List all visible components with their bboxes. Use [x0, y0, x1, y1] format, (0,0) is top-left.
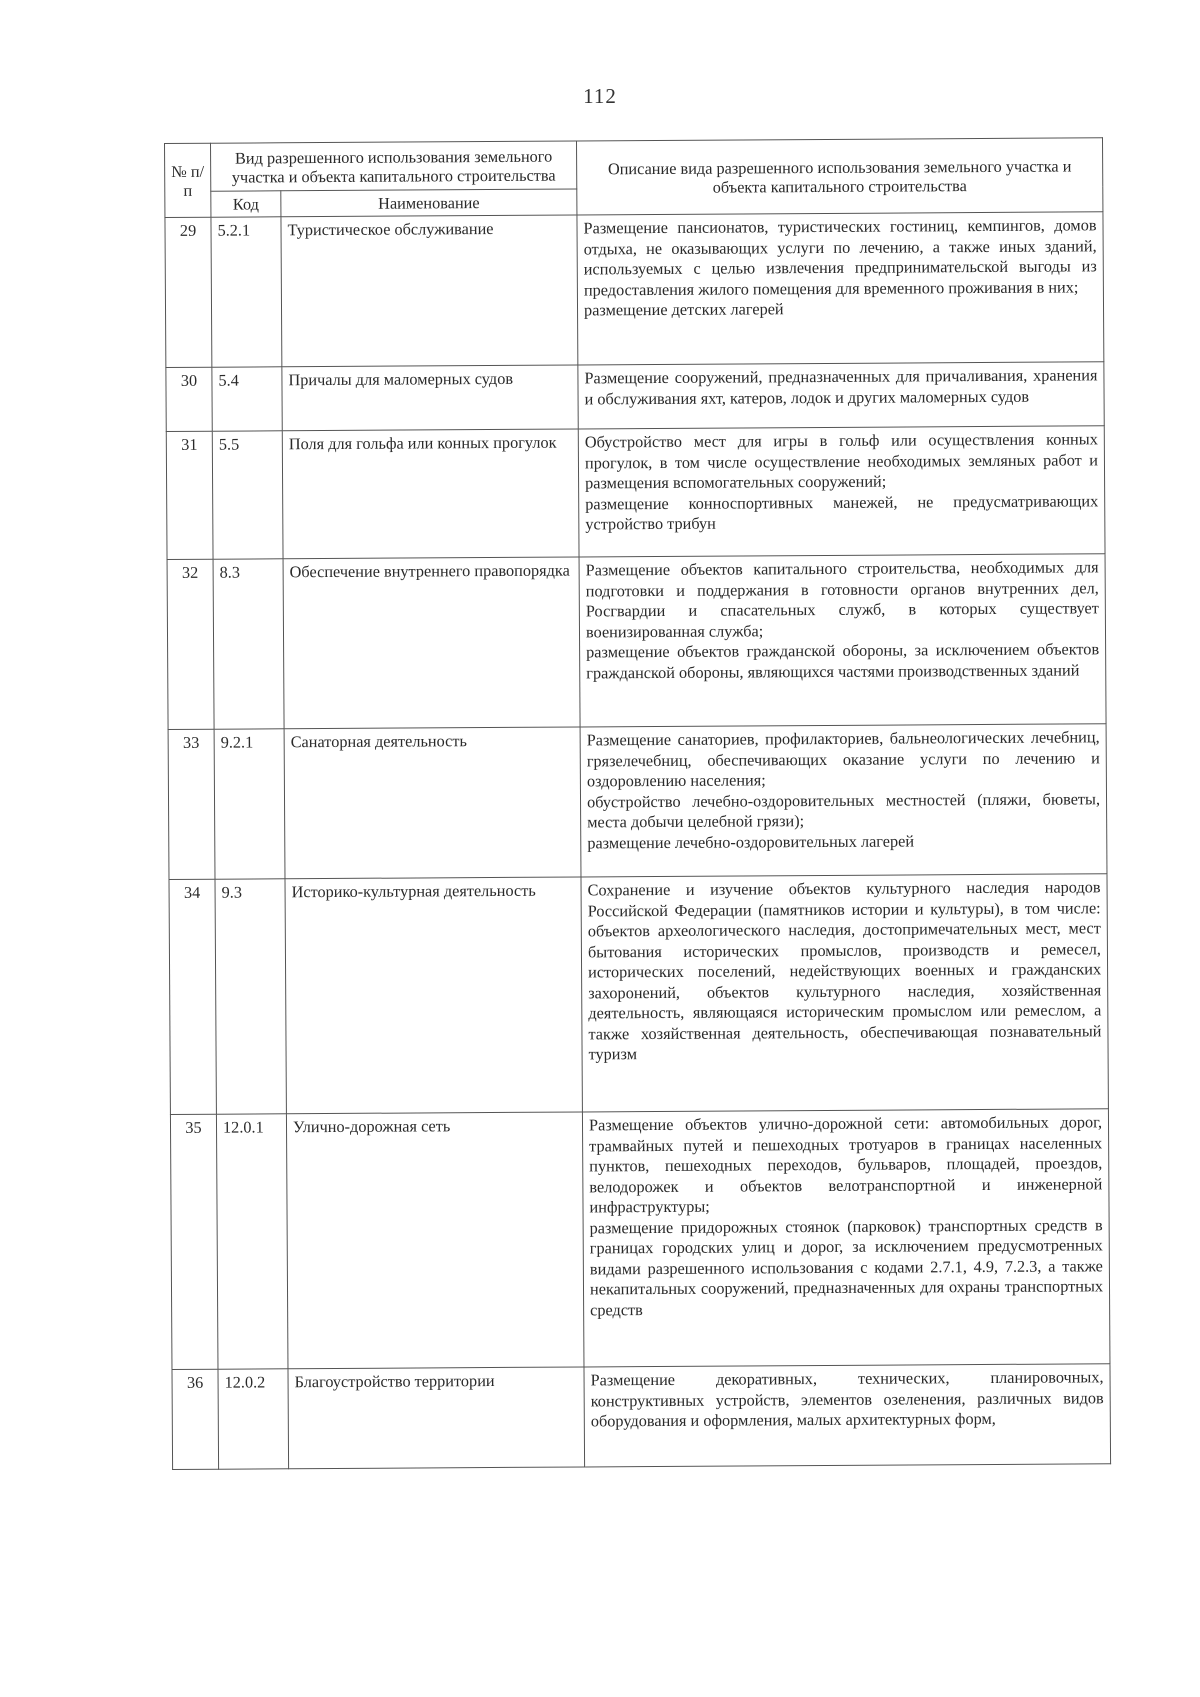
- header-description: Описание вида разрешенного использования земельного участка и объекта капитального строительства: [576, 138, 1102, 215]
- header-code: Код: [211, 191, 281, 217]
- description-paragraph: Сохранение и изучение объектов культурного наследия народов Российской Федерации (памятников истории и культуры), в том числе: объектов археологического наследия, достопримечательных мест, мест бытования исторических промыслов, производств и ремесел, исторических поселений, недействующих военных и гражданских захоронений, объектов культурного наследия, хозяйственная деятельность, являющаяся историческим промыслом или ремеслом, а также хозяйственная деятельность, обеспечивающая познавательный туризм: [587, 877, 1102, 1064]
- row-code: 12.0.2: [218, 1369, 289, 1469]
- row-description: [584, 1364, 1111, 1467]
- row-code: 9.3: [215, 879, 286, 1114]
- description-paragraph: Размещение объектов капитального строительства, необходимых для подготовки и поддержания в готовности органов внутренних дел, Росгвардии и спасательных служб, в которых существует военизированная служба;: [585, 557, 1099, 641]
- row-code: 9.2.1: [214, 729, 285, 879]
- description-paragraph: Размещение декоративных, технических, планировочных, конструктивных устройств, элементов озеленения, различных видов оборудования и оформления, малых архитектурных форм,: [590, 1367, 1104, 1431]
- land-use-table: [164, 137, 1111, 1470]
- header-number: № п/п: [165, 143, 211, 217]
- description-paragraph: Размещение сооружений, предназначенных для причаливания, хранения и обслуживания яхт, катеров, лодок и других маломерных судов: [584, 365, 1098, 408]
- table-row: [165, 212, 1104, 368]
- row-code: 12.0.1: [216, 1114, 288, 1369]
- row-name: Туристическое обслуживание: [281, 215, 578, 367]
- row-code: 5.2.1: [211, 217, 282, 367]
- row-number: 33: [168, 729, 215, 879]
- page-number: 112: [583, 84, 617, 108]
- row-description: [577, 212, 1104, 365]
- header-group: Вид разрешенного использования земельного участка и объекта капитального строительства: [211, 141, 577, 191]
- table-body: [165, 212, 1111, 1470]
- row-description: [578, 362, 1104, 429]
- description-paragraph: размещение детских лагерей: [583, 299, 784, 320]
- table-row: [166, 426, 1105, 560]
- row-description: [581, 874, 1108, 1112]
- row-code: 5.4: [212, 367, 282, 431]
- description-paragraph: размещение лечебно-оздоровительных лагерей: [587, 830, 915, 852]
- description-paragraph: Размещение пансионатов, туристических гостиниц, кемпингов, домов отдыха, не оказывающих услуги по лечению, а также иных зданий, используемых с целью извлечения предпринимательской выгоды из предоставления жилого помещения для временного проживания в них;: [583, 215, 1097, 299]
- table-row: [167, 554, 1106, 730]
- description-paragraph: размещение придорожных стоянок (парковок) транспортных средств в границах городских улиц и дорог, за исключением предусмотренных видами разрешенного использования с кодами 2.7.1, 4.9, 7.2.3, а также некапитальных сооружений, предназначенных для охраны транспортных средств: [589, 1214, 1104, 1319]
- description-paragraph: обустройство лечебно-оздоровительных местностей (пляжи, бюветы, места добычи целебной грязи);: [586, 788, 1101, 832]
- row-number: 36: [172, 1369, 219, 1469]
- table-row: [166, 362, 1104, 432]
- table-row: [168, 724, 1107, 880]
- row-description: [579, 554, 1106, 727]
- row-name: Историко-культурная деятельность: [285, 877, 582, 1114]
- row-name: Улично-дорожная сеть: [286, 1112, 584, 1369]
- row-name: Санаторная деятельность: [284, 727, 581, 879]
- row-description: [578, 426, 1105, 557]
- row-number: 32: [167, 559, 214, 729]
- row-name: Поля для гольфа или конных прогулок: [282, 429, 579, 559]
- description-paragraph: размещение объектов гражданской обороны, за исключением объектов гражданской обороны, являющихся частями производственных зданий: [586, 639, 1100, 682]
- table-header: [165, 138, 1103, 218]
- row-name: Обеспечение внутреннего правопорядка: [283, 557, 580, 729]
- row-description: [580, 724, 1107, 877]
- table-row: [172, 1364, 1111, 1470]
- table-row: [169, 874, 1108, 1115]
- row-name: Благоустройство территории: [288, 1367, 585, 1469]
- row-number: 34: [169, 879, 216, 1114]
- row-number: 31: [166, 431, 213, 559]
- table-row: [170, 1109, 1110, 1370]
- row-number: 35: [170, 1114, 218, 1369]
- description-paragraph: размещение конноспортивных манежей, не предусматривающих устройство трибун: [585, 490, 1099, 534]
- row-number: 29: [165, 217, 212, 367]
- row-number: 30: [166, 367, 212, 431]
- row-name: Причалы для маломерных судов: [282, 365, 578, 431]
- row-description: [582, 1109, 1110, 1367]
- description-paragraph: Размещение санаториев, профилакториев, бальнеологических лечебниц, грязелечебниц, обеспечивающих оказание услуги по лечению и оздоровлению населения;: [586, 727, 1100, 791]
- header-name: Наименование: [281, 189, 577, 217]
- description-paragraph: Обустройство мест для игры в гольф или осуществления конных прогулок, в том числе осуществление необходимых земляных работ и размещения вспомогательных сооружений;: [584, 429, 1099, 493]
- row-code: 8.3: [213, 559, 284, 729]
- description-paragraph: Размещение объектов улично-дорожной сети: автомобильных дорог, трамвайных путей и пешеходных тротуаров в границах населенных пунктов, пешеходных переходов, бульваров, площадей, проездов, велодорожек и объектов велотранспортной и инженерной инфраструктуры;: [588, 1112, 1103, 1217]
- row-code: 5.5: [212, 431, 283, 559]
